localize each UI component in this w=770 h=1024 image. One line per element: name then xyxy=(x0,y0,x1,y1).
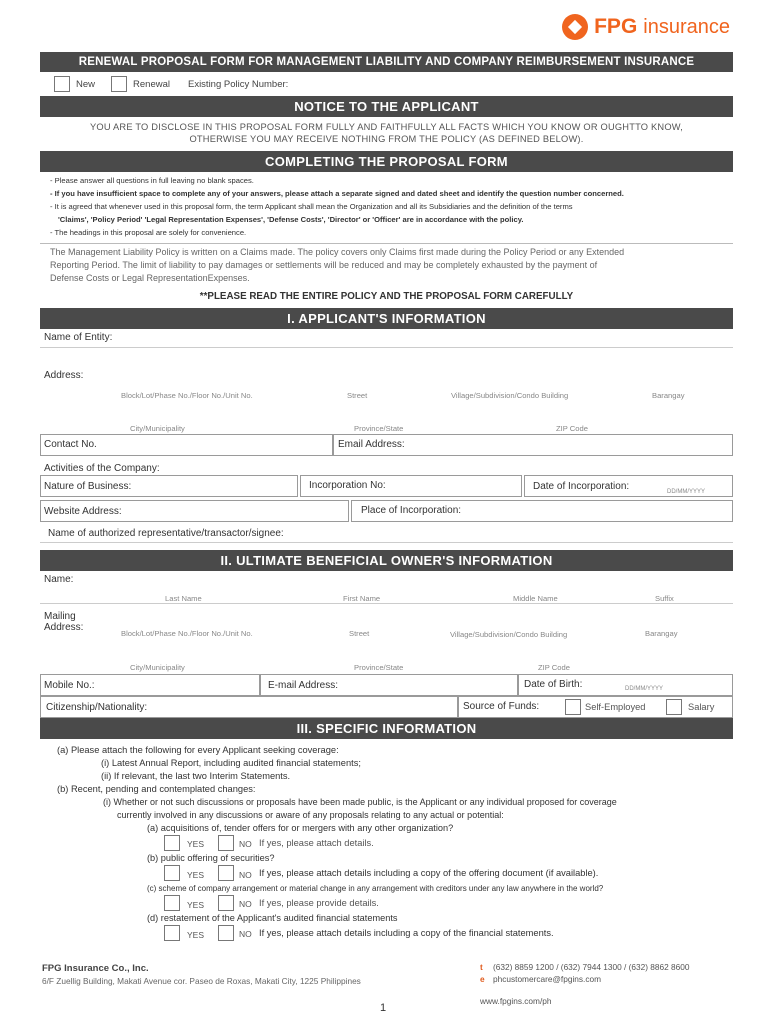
date-format-hint: DD/MM/YYYY xyxy=(667,489,706,495)
owner-street-label: Street xyxy=(349,629,370,638)
footer-company: FPG Insurance Co., Inc. xyxy=(42,963,149,974)
footer-phone: (632) 8859 1200 / (632) 7944 1300 / (632) 8862 8600 xyxy=(493,962,690,972)
instruction-3b: 'Claims', 'Policy Period' 'Legal Representation Expenses', 'Defense Costs', 'Director' or 'Officer' are in accordance with the policy. xyxy=(58,215,524,224)
completing-title: COMPLETING THE PROPOSAL FORM xyxy=(40,151,733,172)
section-2-fields xyxy=(40,571,733,731)
proposal-form xyxy=(40,52,733,954)
qa-no-label: NO xyxy=(239,839,252,849)
website-label: Website Address: xyxy=(44,506,122,517)
last-name-label: Last Name xyxy=(165,594,202,603)
owner-zip-label: ZIP Code xyxy=(538,663,570,672)
page-number: 1 xyxy=(380,1002,387,1014)
owner-block-label: Block/Lot/Phase No./Floor No./Unit No. xyxy=(121,629,253,638)
authorized-label: Name of authorized representative/transactor/signee: xyxy=(48,528,284,539)
logo-suffix: insurance xyxy=(643,15,730,38)
existing-policy-label: Existing Policy Number: xyxy=(187,78,289,90)
self-employed-label: Self-Employed xyxy=(585,702,646,712)
nature-label: Nature of Business: xyxy=(44,481,132,492)
section-3-title: III. SPECIFIC INFORMATION xyxy=(40,718,733,739)
qb-yes-label: YES xyxy=(187,870,205,880)
source-funds-label: Source of Funds: xyxy=(463,701,540,712)
qa-no-checkbox[interactable] xyxy=(218,835,234,851)
name-of-entity-label: Name of Entity: xyxy=(44,332,113,343)
section-1-fields xyxy=(40,329,733,564)
item-b1a: (i) Whether or not such discussions or proposals have been made public, is the Applicant or any individual proposed for coverage xyxy=(103,797,617,807)
block-label: Block/Lot/Phase No./Floor No./Unit No. xyxy=(121,391,253,400)
new-label: New xyxy=(76,78,96,90)
self-employed-checkbox[interactable] xyxy=(565,699,581,715)
policy-paragraph xyxy=(40,244,733,285)
read-note: **PLEASE READ THE ENTIRE POLICY AND THE PROPOSAL FORM CAREFULLY xyxy=(199,291,574,302)
mailing-label xyxy=(44,611,83,633)
owner-province-label: Province/State xyxy=(354,663,404,672)
suffix-label: Suffix xyxy=(655,594,674,603)
city-label: City/Municipality xyxy=(130,424,185,433)
instruction-3: - It is agreed that whenever used in this proposal form, the term Applicant shall mean the Organization and all its Subsidiaries and the definition of the terms xyxy=(50,202,573,211)
instruction-1: - Please answer all questions in full leaving no blank spaces. xyxy=(50,176,254,185)
dob-label: Date of Birth: xyxy=(524,679,583,690)
incorporation-no-label: Incorporation No: xyxy=(309,480,386,491)
item-b: (b) Recent, pending and contemplated changes: xyxy=(57,784,256,794)
section-1-title: I. APPLICANT'S INFORMATION xyxy=(40,308,733,329)
qd-yes-checkbox[interactable] xyxy=(164,925,180,941)
qd-yes-label: YES xyxy=(187,930,205,940)
email-label: Email Address: xyxy=(338,439,405,450)
owner-email-label: E-mail Address: xyxy=(268,680,339,691)
qd-no-label: NO xyxy=(239,929,252,939)
question-d: (d) restatement of the Applicant's audited financial statements xyxy=(147,913,398,923)
policy-type-row xyxy=(40,72,733,96)
question-a: (a) acquisitions of, tender offers for or mergers with any other organization? xyxy=(147,823,454,833)
notice-text xyxy=(40,117,733,151)
email-icon: e xyxy=(480,974,485,984)
qc-no-label: NO xyxy=(239,899,252,909)
mailing-line-1: Mailing xyxy=(44,611,76,622)
notice-line-1: YOU ARE TO DISCLOSE IN THIS PROPOSAL FORM FULLY AND FAITHFULLY ALL FACTS WHICH YOU KNOW OR OUGHTTO KNOW, xyxy=(89,122,683,132)
item-a: (a) Please attach the following for every Applicant seeking coverage: xyxy=(57,745,339,755)
question-b: (b) public offering of securities? xyxy=(147,853,275,863)
qd-no-checkbox[interactable] xyxy=(218,925,234,941)
street-label: Street xyxy=(347,391,368,400)
salary-checkbox[interactable] xyxy=(666,699,682,715)
item-a1: (i) Latest Annual Report, including audited financial statements; xyxy=(101,758,361,768)
citizenship-label: Citizenship/Nationality: xyxy=(46,702,148,713)
mobile-label: Mobile No.: xyxy=(44,680,95,691)
place-incorporation-label: Place of Incorporation: xyxy=(361,505,462,516)
qc-no-checkbox[interactable] xyxy=(218,895,234,911)
phone-icon: t xyxy=(480,962,483,972)
section-3-body xyxy=(40,739,733,954)
footer-email: phcustomercare@fpgins.com xyxy=(493,974,602,984)
contact-label: Contact No. xyxy=(44,439,97,450)
para-line-3: Defense Costs or Legal RepresentationExpenses. xyxy=(50,273,250,283)
owner-city-label: City/Municipality xyxy=(130,663,185,672)
owner-barangay-label: Barangay xyxy=(645,629,678,638)
footer-address: 6/F Zuellig Building, Makati Avenue cor. Paseo de Roxas, Makati City, 1225 Philippines xyxy=(42,976,361,986)
qb-note: If yes, please attach details including a copy of the offering document (if available). xyxy=(259,868,599,878)
qb-yes-checkbox[interactable] xyxy=(164,865,180,881)
instruction-4: - The headings in this proposal are solely for convenience. xyxy=(50,228,247,237)
owner-village-label: Village/Subdivision/Condo Building xyxy=(450,630,568,639)
fpg-logo-icon xyxy=(562,14,588,40)
footer-website[interactable]: www.fpgins.com/ph xyxy=(480,996,552,1006)
mailing-line-2: Address: xyxy=(44,622,84,633)
village-label: Village/Subdivision/Condo Building xyxy=(451,391,569,400)
qa-yes-checkbox[interactable] xyxy=(164,835,180,851)
logo-brand: FPG xyxy=(594,15,638,38)
item-a2: (ii) If relevant, the last two Interim Statements. xyxy=(101,771,291,781)
activities-label: Activities of the Company: xyxy=(44,463,160,474)
qc-yes-label: YES xyxy=(187,900,205,910)
notice-line-2: OTHERWISE YOU MAY RECEIVE NOTHING FROM THE POLICY (AS DEFINED BELOW). xyxy=(189,134,584,144)
para-line-2: Reporting Period. The limit of liability to pay damages or settlements will be reduced and may be completely exhausted by the payment of xyxy=(50,260,598,270)
instructions xyxy=(40,172,733,241)
fpg-logo xyxy=(562,14,730,40)
para-line-1: The Management Liability Policy is written on a Claims made. The policy covers only Claims first made during the Policy Period or any Extended xyxy=(50,247,625,257)
salary-label: Salary xyxy=(688,702,715,712)
question-c: (c) scheme of company arrangement or material change in any arrangement with creditors under any law anywhere in the world? xyxy=(147,884,604,893)
dob-format-hint: DD/MM/YYYY xyxy=(625,686,664,692)
zip-label: ZIP Code xyxy=(556,424,588,433)
form-title: RENEWAL PROPOSAL FORM FOR MANAGEMENT LIABILITY AND COMPANY REIMBURSEMENT INSURANCE xyxy=(40,52,733,72)
qb-no-label: NO xyxy=(239,870,252,880)
qa-yes-label: YES xyxy=(187,839,205,849)
address-label: Address: xyxy=(44,370,84,381)
date-incorporation-label: Date of Incorporation: xyxy=(533,481,630,492)
province-label: Province/State xyxy=(354,424,404,433)
item-b1b: currently involved in any discussions or aware of any proposals relating to any actual or potential: xyxy=(117,810,504,820)
notice-title: NOTICE TO THE APPLICANT xyxy=(40,96,733,117)
qb-no-checkbox[interactable] xyxy=(218,865,234,881)
qa-note: If yes, please attach details. xyxy=(259,838,374,848)
first-name-label: First Name xyxy=(343,594,381,603)
qc-yes-checkbox[interactable] xyxy=(164,895,180,911)
qc-note: If yes, please provide details. xyxy=(259,898,379,908)
section-2-title: II. ULTIMATE BENEFICIAL OWNER'S INFORMATION xyxy=(40,550,733,571)
renewal-checkbox[interactable] xyxy=(111,76,127,92)
barangay-label: Barangay xyxy=(652,391,685,400)
instruction-2: - If you have insufficient space to complete any of your answers, please attach a separate signed and dated sheet and identify the question number concerned. xyxy=(50,189,624,198)
owner-name-label: Name: xyxy=(44,574,74,585)
middle-name-label: Middle Name xyxy=(513,594,558,603)
qd-note: If yes, please attach details including a copy of the financial statements. xyxy=(259,928,554,938)
new-checkbox[interactable] xyxy=(54,76,70,92)
renewal-label: Renewal xyxy=(133,78,170,90)
